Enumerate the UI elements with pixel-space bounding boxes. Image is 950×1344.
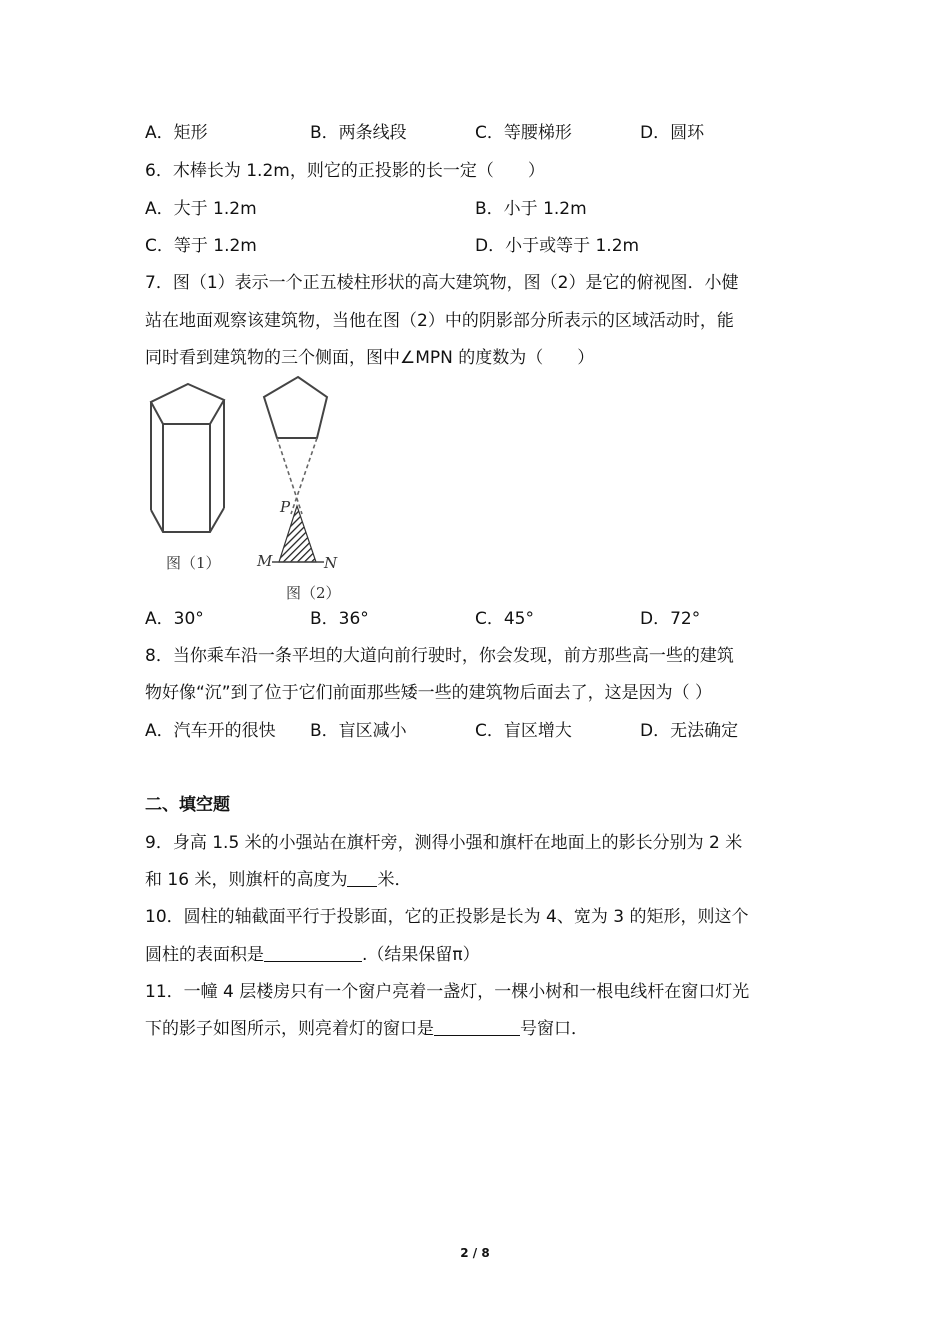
q10-text-before: 圆柱的表面积是 — [145, 945, 264, 965]
q10-text-after: .（结果保留π） — [362, 945, 480, 965]
q7-line-3: 同时看到建筑物的三个侧面，图中∠MPN 的度数为（ ） — [145, 348, 595, 368]
q11-line-1: 11．一幢 4 层楼房只有一个窗户亮着一盏灯，一棵小树和一根电线杆在窗口灯光 — [145, 982, 750, 1002]
q5-option-b: B．两条线段 — [310, 123, 407, 143]
q7-option-a: A．30° — [145, 609, 204, 629]
q8-option-c: C．盲区增大 — [475, 721, 572, 741]
label-p: P — [280, 498, 291, 516]
q9-line-1: 9．身高 1.5 米的小强站在旗杆旁，测得小强和旗杆在地面上的影长分别为 2 米 — [145, 833, 743, 853]
fig2-caption: 图（2） — [286, 584, 341, 602]
fig1-caption: 图（1） — [166, 554, 221, 572]
q9-text-before: 和 16 米，则旗杆的高度为 — [145, 870, 348, 890]
label-m: M — [257, 552, 273, 570]
q11-text-after: 号窗口． — [520, 1019, 588, 1039]
q7-option-b: B．36° — [310, 609, 369, 629]
top-view-drawing — [264, 377, 327, 562]
q6-option-b: B．小于 1.2m — [475, 199, 587, 219]
q5-option-c: C．等腰梯形 — [475, 123, 572, 143]
q6-stem: 6．木棒长为 1.2m，则它的正投影的长一定（ ） — [145, 161, 545, 181]
q7-line-1: 7．图（1）表示一个正五棱柱形状的高大建筑物，图（2）是它的俯视图．小健 — [145, 273, 739, 293]
q11-line-2 — [145, 1017, 588, 1041]
pentagonal-prism-drawing — [151, 384, 224, 532]
label-n: N — [324, 554, 338, 572]
page-number: 2 / 8 — [460, 1246, 490, 1260]
q6-option-c: C．等于 1.2m — [145, 236, 257, 256]
q8-option-d: D．无法确定 — [640, 721, 739, 741]
q8-line-1: 8．当你乘车沿一条平坦的大道向前行驶时，你会发现，前方那些高一些的建筑 — [145, 646, 734, 666]
q11-answer-blank[interactable] — [434, 1017, 520, 1036]
q7-line-2: 站在地面观察该建筑物，当他在图（2）中的阴影部分所表示的区域活动时，能 — [145, 311, 734, 331]
q6-option-d: D．小于或等于 1.2m — [475, 236, 640, 256]
q7-option-c: C．45° — [475, 609, 535, 629]
q11-text-before: 下的影子如图所示，则亮着灯的窗口是 — [145, 1019, 434, 1039]
q8-line-2: 物好像“沉”到了位于它们前面那些矮一些的建筑物后面去了，这是因为（ ） — [145, 683, 713, 703]
section-title: 二、填空题 — [145, 795, 230, 815]
q10-line-1: 10．圆柱的轴截面平行于投影面，它的正投影是长为 4、宽为 3 的矩形，则这个 — [145, 907, 749, 927]
q5-option-a: A．矩形 — [145, 123, 208, 143]
q6-option-a: A．大于 1.2m — [145, 199, 257, 219]
q7-figure — [140, 372, 370, 604]
q8-option-a: A．汽车开的很快 — [145, 721, 276, 741]
q8-option-b: B．盲区减小 — [310, 721, 407, 741]
q9-text-after: 米． — [377, 870, 412, 890]
q7-option-d: D．72° — [640, 609, 701, 629]
q10-line-2 — [145, 943, 480, 967]
q10-answer-blank[interactable] — [264, 943, 362, 962]
q9-answer-blank[interactable] — [347, 868, 377, 887]
q9-line-2 — [145, 868, 411, 892]
q5-option-d: D．圆环 — [640, 123, 705, 143]
